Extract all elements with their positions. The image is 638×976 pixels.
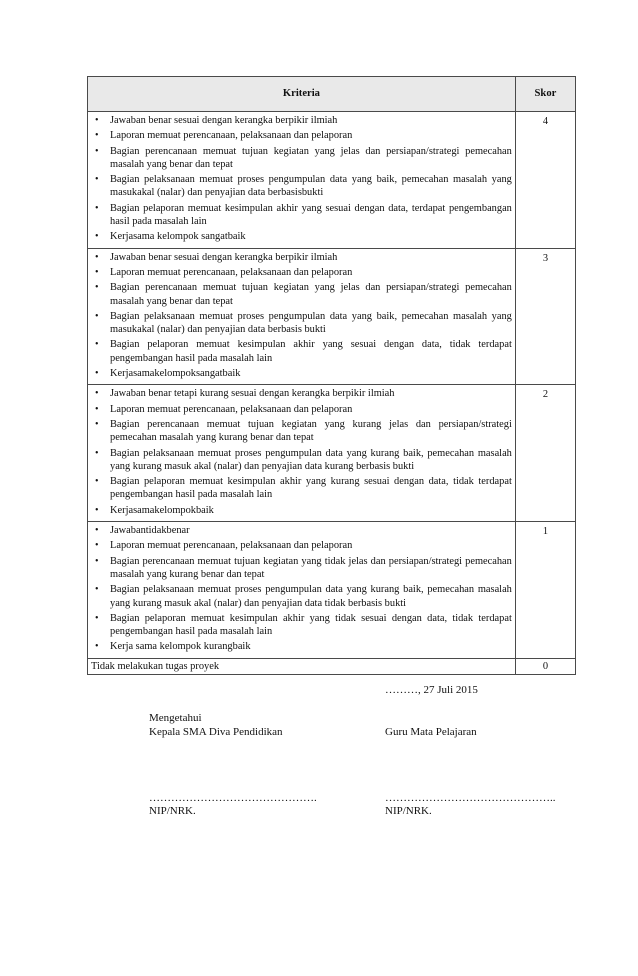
bullet-icon: •	[95, 231, 99, 243]
score-cell: 1	[515, 522, 575, 659]
bullet-icon: •	[95, 115, 99, 126]
bullet-icon: •	[95, 282, 99, 294]
criteria-text: Laporan memuat perencanaan, pelaksanaan dan pelaporan	[110, 540, 353, 552]
list-item	[91, 447, 512, 474]
column-header-criteria: Kriteria	[88, 77, 516, 112]
criteria-list	[91, 387, 512, 517]
list-item	[91, 281, 512, 308]
list-item	[91, 310, 512, 337]
signature-line-left: ……………………………………….	[149, 792, 317, 804]
signature-teacher-label: Guru Mata Pelajaran	[385, 726, 477, 738]
criteria-list	[91, 251, 512, 381]
bullet-icon: •	[95, 174, 99, 186]
signature-date: ………, 27 Juli 2015	[385, 684, 478, 696]
criteria-cell	[88, 385, 516, 522]
criteria-text: Bagian pelaporan memuat kesimpulan akhir yang sesuai dengan data, terdapat pengembangan hasil pada masalah lain	[110, 202, 512, 228]
list-item	[91, 539, 512, 552]
table-row	[88, 112, 576, 249]
criteria-text: Bagian perencanaan memuat tujuan kegiatan yang kurang jelas dan persiapan/strategi pemecahan masalah yang kurang benar dan tepat	[110, 418, 512, 444]
criteria-text: Jawaban benar sesuai dengan kerangka berpikir ilmiah	[110, 251, 338, 263]
list-item	[91, 251, 512, 264]
signature-line-right: ………………………………………..	[385, 792, 556, 804]
bullet-icon: •	[95, 145, 99, 157]
criteria-text: Bagian perencanaan memuat tujuan kegiatan yang jelas dan persiapan/strategi pemecahan masalah yang benar dan tepat	[110, 145, 512, 170]
bullet-icon: •	[95, 476, 99, 488]
criteria-text: Bagian perencanaan memuat tujuan kegiatan yang tidak jelas dan persiapan/strategi pemecahan masalah yang kurang benar dan tepat	[110, 555, 512, 580]
criteria-text: Bagian pelaporan memuat kesimpulan akhir yang kurang sesuai dengan data, tidak terdapat pengembangan hasil pada masalah lain	[110, 476, 512, 501]
list-item	[91, 403, 512, 416]
list-item	[91, 230, 512, 243]
list-item	[91, 202, 512, 229]
criteria-text: Jawaban benar sesuai dengan kerangka berpikir ilmiah	[110, 115, 338, 126]
criteria-text: Bagian pelaksanaan memuat proses pengumpulan data yang baik, pemecahan masalah yang masukakal (nalar) dan penyajian data berbasisbukti	[110, 174, 512, 199]
bullet-icon: •	[95, 447, 99, 459]
signature-acknowledged-label: Mengetahui	[149, 712, 202, 724]
list-item	[91, 555, 512, 582]
bullet-icon: •	[95, 202, 99, 214]
bullet-icon: •	[95, 339, 99, 351]
criteria-text: Bagian perencanaan memuat tujuan kegiatan yang jelas dan persiapan/strategi pemecahan masalah yang benar dan tepat	[110, 282, 512, 307]
list-item	[91, 387, 512, 400]
bullet-icon: •	[95, 612, 99, 624]
criteria-text: Bagian pelaporan memuat kesimpulan akhir yang sesuai dengan data, tidak terdapat pengembangan hasil pada masalah lain	[110, 339, 512, 364]
table-row	[88, 522, 576, 659]
list-item	[91, 583, 512, 610]
table-row	[88, 385, 576, 522]
bullet-icon: •	[95, 584, 99, 596]
criteria-cell	[88, 522, 516, 659]
list-item	[91, 145, 512, 172]
signature-nip-left: NIP/NRK.	[149, 805, 196, 817]
criteria-text: Jawabantidakbenar	[110, 525, 190, 537]
score-cell: 3	[515, 248, 575, 385]
bullet-icon: •	[95, 555, 99, 567]
column-header-score: Skor	[515, 77, 575, 112]
list-item	[91, 266, 512, 279]
score-cell: 0	[515, 658, 575, 674]
list-item	[91, 612, 512, 639]
bullet-icon: •	[95, 403, 99, 415]
bullet-icon: •	[95, 418, 99, 430]
bullet-icon: •	[95, 266, 99, 278]
bullet-icon: •	[95, 540, 99, 552]
list-item	[91, 418, 512, 445]
criteria-text: Bagian pelaksanaan memuat proses pengumpulan data yang baik, pemecahan masalah yang masukakal (nalar) dan penyajian data berbasis bukti	[110, 310, 512, 336]
criteria-list	[91, 524, 512, 654]
criteria-text: Kerjasamakelompokbaik	[110, 504, 214, 516]
criteria-list	[91, 114, 512, 244]
list-item	[91, 524, 512, 537]
criteria-text: Laporan memuat perencanaan, pelaksanaan dan pelaporan	[110, 130, 353, 142]
criteria-text: Kerja sama kelompok kurangbaik	[110, 641, 251, 653]
criteria-text: Bagian pelaksanaan memuat proses pengumpulan data yang kurang baik, pemecahan masalah yang kurang masuk akal (nalar) dan penyajian data kurang berbasis bukti	[110, 447, 512, 472]
bullet-icon: •	[95, 388, 99, 400]
table-row	[88, 248, 576, 385]
list-item	[91, 475, 512, 502]
criteria-text: Kerjasamakelompoksangatbaik	[110, 368, 241, 380]
score-cell: 2	[515, 385, 575, 522]
criteria-text: Laporan memuat perencanaan, pelaksanaan dan pelaporan	[110, 266, 353, 278]
list-item	[91, 504, 512, 517]
criteria-text: Kerjasama kelompok sangatbaik	[110, 231, 246, 243]
bullet-icon: •	[95, 525, 99, 537]
score-cell: 4	[515, 112, 575, 249]
table-header-row	[88, 77, 576, 112]
bullet-icon: •	[95, 368, 99, 380]
criteria-text: Laporan memuat perencanaan, pelaksanaan dan pelaporan	[110, 403, 353, 415]
bullet-icon: •	[95, 504, 99, 516]
list-item	[91, 129, 512, 142]
criteria-cell	[88, 248, 516, 385]
list-item	[91, 338, 512, 365]
list-item	[91, 173, 512, 200]
scoring-rubric-table	[87, 76, 576, 675]
criteria-cell: Tidak melakukan tugas proyek	[88, 658, 516, 674]
bullet-icon: •	[95, 130, 99, 142]
signature-nip-right: NIP/NRK.	[385, 805, 432, 817]
criteria-text: Jawaban benar tetapi kurang sesuai dengan kerangka berpikir ilmiah	[110, 388, 395, 400]
bullet-icon: •	[95, 310, 99, 322]
table-row	[88, 658, 576, 674]
bullet-icon: •	[95, 251, 99, 263]
criteria-text: Bagian pelaksanaan memuat proses pengumpulan data yang kurang baik, pemecahan masalah yang kurang masuk akal (nalar) dan penyajian data tidak berbasis bukti	[110, 584, 512, 609]
list-item	[91, 114, 512, 127]
criteria-text: Bagian pelaporan memuat kesimpulan akhir yang tidak sesuai dengan data, tidak terdapat pengembangan hasil pada masalah lain	[110, 612, 512, 638]
bullet-icon: •	[95, 641, 99, 653]
list-item	[91, 367, 512, 380]
list-item	[91, 640, 512, 653]
criteria-cell	[88, 112, 516, 249]
signature-principal-label: Kepala SMA Diva Pendidikan	[149, 726, 283, 738]
